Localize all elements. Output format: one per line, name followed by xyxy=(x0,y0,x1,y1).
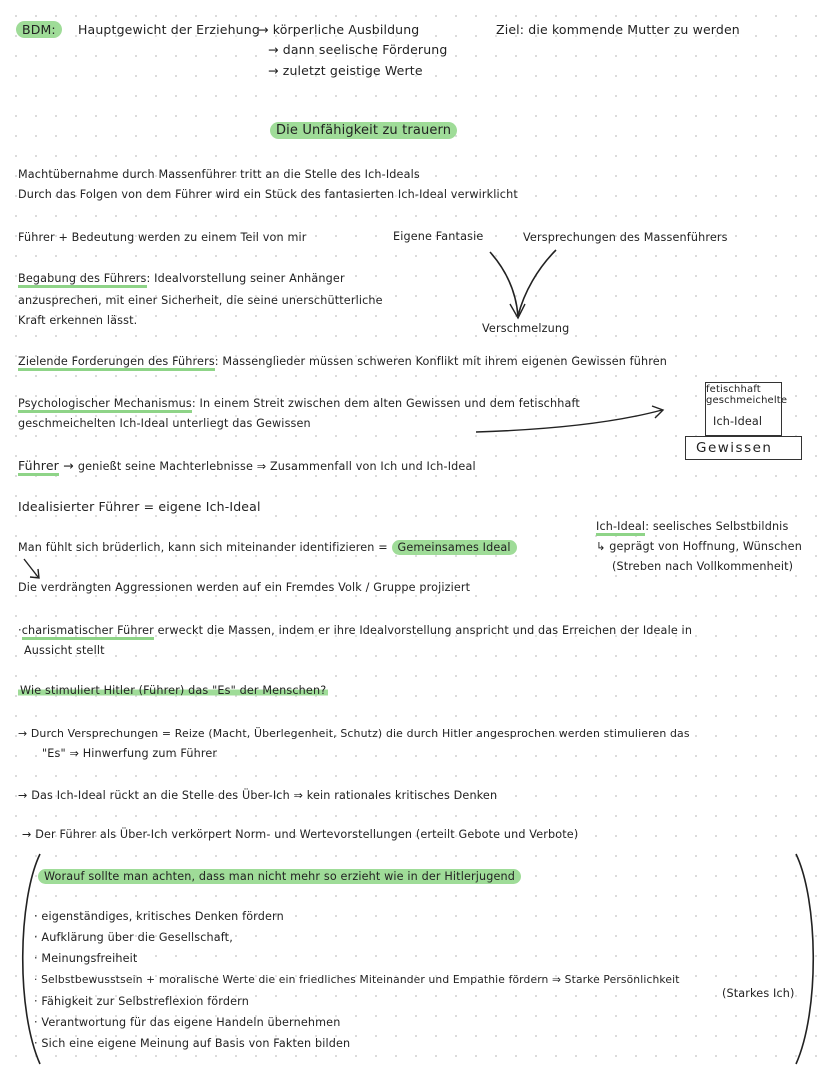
aggressionen-line: Die verdrängten Aggressionen werden auf ein Fremdes Volk / Gruppe projiziert xyxy=(18,581,471,594)
bullet-6: · Verantwortung für das eigene Handeln übernehmen xyxy=(34,1016,341,1029)
merge-arrow-icon xyxy=(478,246,598,326)
begabung-line-2: anzusprechen, mit einer Sicherheit, die seine unerschütterliche xyxy=(18,294,383,307)
answer-3: → Der Führer als Über-Ich verkörpert Norm- und Wertevorstellungen (erteilt Gebote und Verbote) xyxy=(22,828,579,841)
bullet-1: · eigenständiges, kritisches Denken fördern xyxy=(34,910,284,923)
line-machtuebernahme: Machtübernahme durch Massenführer tritt an die Stelle des Ich-Ideals xyxy=(18,168,420,181)
section-title: Die Unfähigkeit zu trauern xyxy=(270,123,457,139)
bullet-7: · Sich eine eigene Meinung auf Basis von Fakten bilden xyxy=(34,1037,351,1050)
bullet-2: · Aufklärung über die Gesellschaft, xyxy=(34,931,233,944)
question-line: Wie stimuliert Hitler (Führer) das "Es" der Menschen? xyxy=(20,684,327,697)
gewissen-box-label: Gewissen xyxy=(696,440,773,456)
header-goal: Ziel: die kommende Mutter zu werden xyxy=(496,22,740,37)
ichideal-def-3: (Streben nach Vollkommenheit) xyxy=(612,560,794,573)
header-point-3: → zuletzt geistige Werte xyxy=(268,63,423,78)
strong-ich: (Starkes Ich) xyxy=(722,987,795,1000)
diagram-left-label: Eigene Fantasie xyxy=(393,230,484,243)
begabung-line-3: Kraft erkennen lässt. xyxy=(18,314,138,327)
charis-line-1: ·charismatischer Führer erweckt die Massen, indem er ihre Idealvorstellung anspricht und das Erreichen der Ideale in xyxy=(18,624,692,638)
header-tag: BDM: xyxy=(16,22,62,38)
answer-1b: "Es" ⇒ Hinwerfung zum Führer xyxy=(42,747,218,760)
final-heading: Worauf sollte man achten, dass man nicht mehr so erzieht wie in der Hitlerjugend xyxy=(38,870,521,884)
ichideal-def-1: Ich-Ideal: seelisches Selbstbildnis xyxy=(596,520,788,534)
diagram-right-label: Versprechungen des Massenführers xyxy=(523,231,728,244)
fuehrer-line: Führer → genießt seine Machterlebnisse ⇒ Zusammenfall von Ich und Ich-Ideal xyxy=(18,458,476,474)
bullet-3: · Meinungsfreiheit xyxy=(34,952,138,965)
down-arrow-icon xyxy=(20,557,50,583)
ich-ideal-box-label: Ich-Ideal xyxy=(713,415,763,428)
charis-line-2: Aussicht stellt xyxy=(24,644,105,657)
answer-1a: → Durch Versprechungen = Reize (Macht, Überlegenheit, Schutz) die durch Hitler angesprochen werden stimulieren das xyxy=(18,727,690,740)
right-bracket-icon xyxy=(790,850,828,1070)
header-title: Hauptgewicht der Erziehung xyxy=(78,22,260,37)
idealisiert-line: Idealisierter Führer = eigene Ich-Ideal xyxy=(18,499,261,514)
bullet-5: · Fähigkeit zur Selbstreflexion fördern xyxy=(34,995,249,1008)
ziel-line: Zielende Forderungen des Führers: Massenglieder müssen schweren Konflikt mit ihrem eigenen Gewissen führen xyxy=(18,355,667,369)
ichideal-def-2: ↳ geprägt von Hoffnung, Wünschen xyxy=(596,540,802,553)
line-bedeutung: Führer + Bedeutung werden zu einem Teil von mir xyxy=(18,231,307,244)
ich-ideal-box-top: fetischhaft geschmeichelte xyxy=(706,384,788,406)
psych-line-2: geschmeichelten Ich-Ideal unterliegt das Gewissen xyxy=(18,417,311,430)
bruder-line: Man fühlt sich brüderlich, kann sich miteinander identifizieren = Gemeinsames Ideal xyxy=(18,541,517,555)
line-folgen: Durch das Folgen von dem Führer wird ein Stück des fantasierten Ich-Ideal verwirklicht xyxy=(18,188,518,201)
diagram-bottom-label: Verschmelzung xyxy=(482,322,570,335)
header-point-1: → körperliche Ausbildung xyxy=(258,22,420,37)
begabung-line-1: Begabung des Führers: Idealvorstellung seiner Anhänger xyxy=(18,272,345,286)
psych-arrow-icon xyxy=(470,398,670,438)
bullet-4: · Selbstbewusstsein + moralische Werte die ein friedliches Miteinander und Empathie fördern ⇒ Starke Persönlichkeit xyxy=(34,973,680,986)
answer-2: → Das Ich-Ideal rückt an die Stelle des Über-Ich ⇒ kein rationales kritisches Denken xyxy=(18,789,498,802)
header-point-2: → dann seelische Förderung xyxy=(268,42,448,57)
psych-line-1: Psychologischer Mechanismus: In einem Streit zwischen dem alten Gewissen und dem fetischhaft xyxy=(18,397,580,411)
